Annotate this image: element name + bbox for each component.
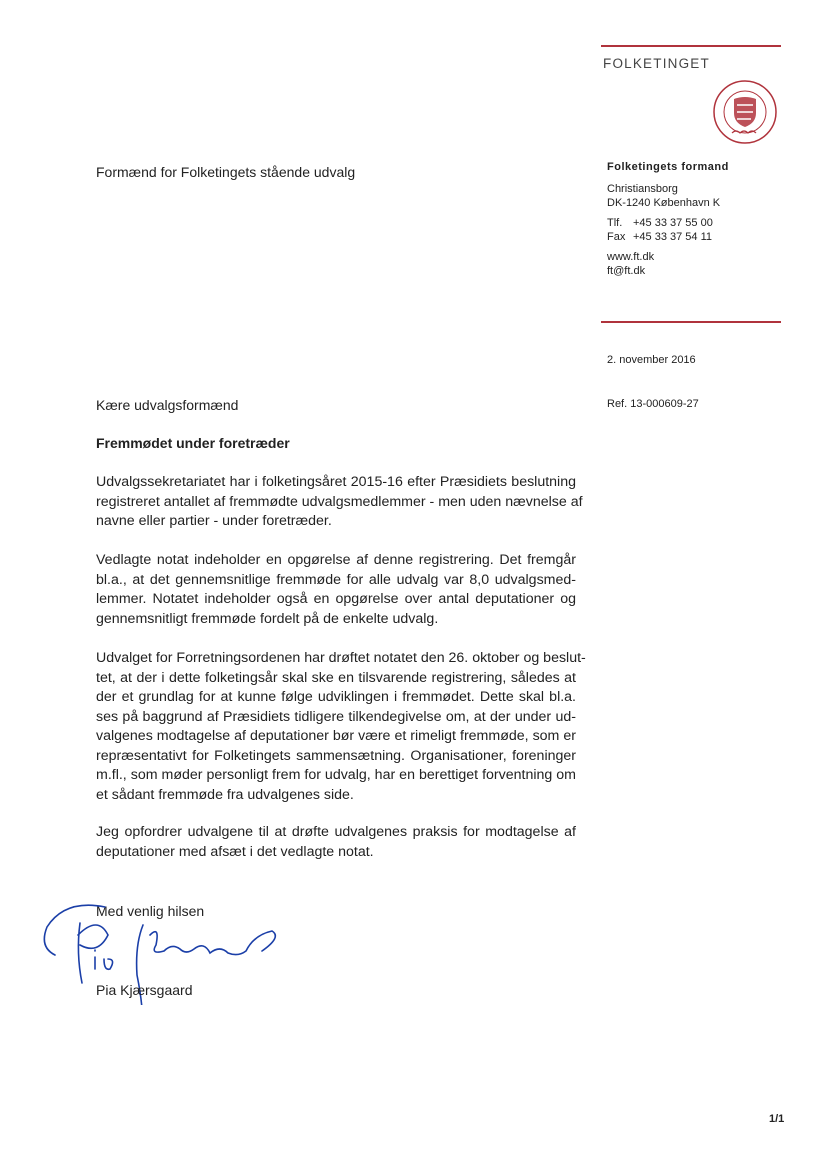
paragraph-line: repræsentativt for Folketingets sammensætning. Organisationer, foreninger xyxy=(96,747,576,764)
folketinget-seal-logo xyxy=(712,79,778,145)
page-number: 1/1 xyxy=(769,1113,785,1125)
paragraph-line: deputationer med afsæt i det vedlagte notat. xyxy=(96,843,374,860)
paragraph-3 xyxy=(96,649,586,805)
paragraph-line: ses på baggrund af Præsidiets tidligere tilkendegivelse om, at der under ud- xyxy=(96,708,576,725)
mid-rule xyxy=(601,321,781,323)
letter-date: 2. november 2016 xyxy=(607,354,696,366)
address-line-2: DK-1240 København K xyxy=(607,197,721,209)
organization-name: FOLKETINGET xyxy=(603,56,710,71)
phone-number: +45 33 37 55 00 xyxy=(633,216,713,229)
sender-block xyxy=(607,160,729,279)
paragraph-line: Vedlagte notat indeholder en opgørelse af denne registrering. Det fremgår xyxy=(96,552,576,568)
paragraph-line: registreret antallet af fremmødte udvalgsmedlemmer - men uden nævnelse af xyxy=(96,493,583,510)
subject-heading: Fremmødet under foretræder xyxy=(96,435,290,451)
paragraph-line: m.fl., som møder personligt frem for udvalg, har en berettiget forventning om xyxy=(96,767,576,783)
fax-number: +45 33 37 54 11 xyxy=(633,231,713,243)
paragraph-line: tet, at der i dette folketingsår skal ske en tilsvarende registrering, således at xyxy=(96,669,576,686)
recipient: Formænd for Folketingets stående udvalg xyxy=(96,164,356,180)
phone-label: Tlf. xyxy=(607,216,623,229)
paragraph-1 xyxy=(96,473,583,532)
paragraph-line: valgenes modtagelse af deputationer bør være et rimeligt fremmøde, som er xyxy=(96,728,576,744)
paragraph-line: Udvalgssekretariatet har i folketingsåret 2015-16 efter Præsidiets beslutning xyxy=(96,474,576,490)
website: www.ft.dk xyxy=(607,250,655,263)
paragraph-2 xyxy=(96,551,576,629)
paragraph-line: et sådant fremmøde fra udvalgenes side. xyxy=(96,786,354,803)
reference-number: Ref. 13-000609-27 xyxy=(607,398,699,410)
paragraph-4 xyxy=(96,823,576,862)
paragraph-line: gennemsnitligt fremmøde fordelt på de enkelte udvalg. xyxy=(96,610,439,627)
closing: Med venlig hilsen xyxy=(96,903,205,919)
fax-label: Fax xyxy=(607,231,626,243)
paragraph-line: lemmer. Notatet indeholder også en opgørelse over antal deputationer og xyxy=(96,591,576,607)
paragraph-line: navne eller partier - under foretræder. xyxy=(96,513,332,529)
paragraph-line: bl.a., at det gennemsnitlige fremmøde for alle udvalg var 8,0 udvalgsmed- xyxy=(96,571,576,588)
paragraph-line: Udvalget for Forretningsordenen har drøftet notatet den 26. oktober og beslut- xyxy=(96,650,586,666)
paragraph-line: der et grundlag for at kunne følge udviklingen i fremmødet. Dette skal bl.a. xyxy=(96,689,576,705)
address-line-1: Christiansborg xyxy=(607,182,678,195)
sender-title: Folketingets formand xyxy=(607,161,729,173)
top-rule xyxy=(601,45,781,47)
signer-name: Pia Kjærsgaard xyxy=(96,982,193,998)
paragraph-line: Jeg opfordrer udvalgene til at drøfte udvalgenes praksis for modtagelse af xyxy=(96,824,576,840)
salutation: Kære udvalgsformænd xyxy=(96,397,239,413)
email: ft@ft.dk xyxy=(607,265,646,277)
